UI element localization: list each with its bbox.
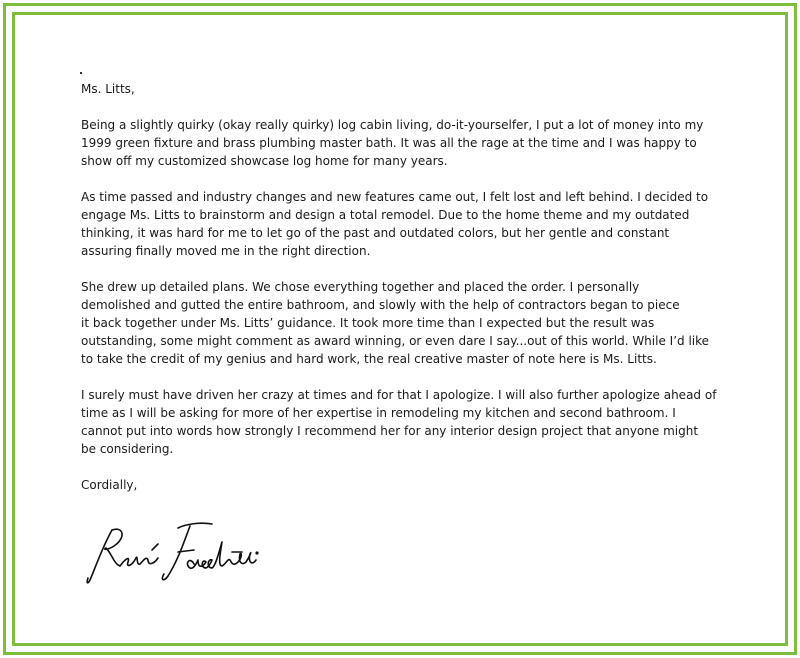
paragraph-line: I surely must have driven her crazy at times and for that I apologize. I will also further apologize ahead of [81,388,717,402]
paragraph-line: to take the credit of my genius and hard work, the real creative master of note here is Ms. Litts. [81,352,657,366]
paragraph-line: it back together under Ms. Litts’ guidance. It took more time than I expected but the result was [81,316,655,330]
paragraph-line: Being a slightly quirky (okay really quirky) log cabin living, do-it-yourselfer, I put a lot of money into my [81,118,704,132]
paragraph-line: thinking, it was hard for me to let go of the past and outdated colors, but her gentle and constant [81,226,670,240]
paragraph-line: assuring finally moved me in the right direction. [81,244,371,258]
paragraph-3 [81,278,741,368]
closing: Cordially, [81,478,138,492]
letter-body [81,80,741,494]
handwritten-signature [82,508,262,593]
paragraph-line: show off my customized showcase log home for many years. [81,154,448,168]
paragraph-line: time as I will be asking for more of her expertise in remodeling my kitchen and second bathroom. I [81,406,676,420]
paragraph-line: She drew up detailed plans. We chose everything together and placed the order. I personally [81,280,640,294]
paragraph-1 [81,116,741,170]
paragraph-line: be considering. [81,442,174,456]
stray-dot [80,72,82,74]
paragraph-line: outstanding, some might comment as award winning, or even dare I say...out of this world. While I’d like [81,334,710,348]
greeting: Ms. Litts, [81,82,135,96]
paragraph-2 [81,188,741,260]
paragraph-line: engage Ms. Litts to brainstorm and design a total remodel. Due to the home theme and my outdated [81,208,690,222]
paragraph-line: As time passed and industry changes and new features came out, I felt lost and left behind. I decided to [81,190,709,204]
paragraph-line: cannot put into words how strongly I recommend her for any interior design project that anyone might [81,424,699,438]
paragraph-line: 1999 green fixture and brass plumbing master bath. It was all the rage at the time and I was happy to [81,136,697,150]
paragraph-4 [81,386,741,458]
paragraph-line: demolished and gutted the entire bathroom, and slowly with the help of contractors began to piece [81,298,680,312]
